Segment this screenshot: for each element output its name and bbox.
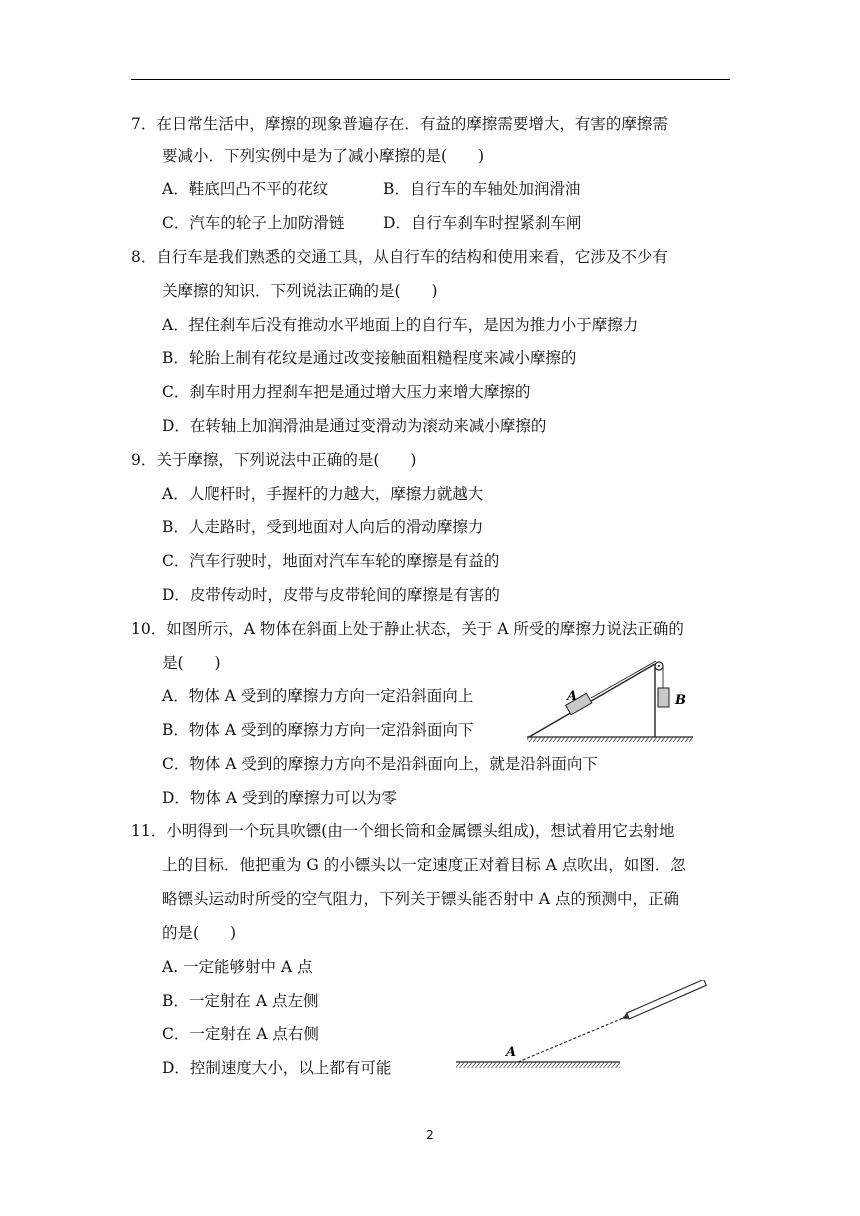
- q7-stem-line1: 7．在日常生活中，摩擦的现象普遍存在．有益的摩擦需要增大，有害的摩擦需: [131, 115, 668, 133]
- q8-stem-line1: 8．自行车是我们熟悉的交通工具，从自行车的结构和使用来看，它涉及不少有: [131, 248, 668, 266]
- q9-option-a: A．人爬杆时，手握杆的力越大，摩擦力就越大: [162, 485, 484, 503]
- q8-option-b: B．轮胎上制有花纹是通过改变接触面粗糙程度来减小摩擦的: [162, 349, 577, 367]
- q10-option-a: A．物体 A 受到的摩擦力方向一定沿斜面向上: [162, 687, 474, 705]
- q11-stem-line3: 略镖头运动时所受的空气阻力，下列关于镖头能否射中 A 点的预测中，正确: [162, 890, 680, 908]
- q10-incline-figure: [525, 652, 700, 746]
- q7-option-c: C．汽车的轮子上加防滑链: [162, 214, 345, 232]
- q9-option-d: D．皮带传动时，皮带与皮带轮间的摩擦是有害的: [162, 586, 500, 604]
- q7-stem-line2: 要减小．下列实例中是为了减小摩擦的是( ): [162, 147, 485, 165]
- q11-stem-line4: 的是( ): [162, 924, 237, 942]
- q7-option-b: B．自行车的车轴处加润滑油: [383, 180, 581, 198]
- q10-stem-line2: 是( ): [162, 654, 221, 672]
- q10-figure-label-a: A: [567, 689, 578, 704]
- q11-option-d: D．控制速度大小，以上都有可能: [162, 1059, 392, 1077]
- q10-stem-line1: 10．如图所示，A 物体在斜面上处于静止状态，关于 A 所受的摩擦力说法正确的: [131, 620, 684, 638]
- q8-stem-line2: 关摩擦的知识．下列说法正确的是( ): [162, 282, 438, 300]
- q8-option-c: C．刹车时用力捏刹车把是通过增大压力来增大摩擦的: [162, 383, 531, 401]
- q11-option-a: A. 一定能够射中 A 点: [162, 958, 313, 976]
- q10-option-c: C．物体 A 受到的摩擦力方向不是沿斜面向上，就是沿斜面向下: [162, 755, 598, 773]
- q7-option-a: A．鞋底凹凸不平的花纹: [162, 180, 329, 198]
- q11-stem-line1: 11．小明得到一个玩具吹镖(由一个细长筒和金属镖头组成)，想试着用它去射地: [131, 822, 675, 840]
- q11-option-b: B．一定射在 A 点左侧: [162, 992, 319, 1010]
- q8-option-d: D．在转轴上加润滑油是通过变滑动为滚动来减小摩擦的: [162, 417, 547, 435]
- q11-option-c: C．一定射在 A 点右侧: [162, 1025, 319, 1043]
- q9-option-b: B．人走路时，受到地面对人向后的滑动摩擦力: [162, 518, 484, 536]
- q11-stem-line2: 上的目标．他把重为 G 的小镖头以一定速度正对着目标 A 点吹出，如图．忽: [162, 856, 686, 874]
- q11-dart-figure: [450, 980, 710, 1072]
- q9-stem-line1: 9．关于摩擦，下列说法中正确的是( ): [131, 451, 417, 469]
- q9-option-c: C．汽车行驶时，地面对汽车车轮的摩擦是有益的: [162, 552, 500, 570]
- q8-option-a: A．捏住刹车后没有推动水平地面上的自行车，是因为推力小于摩擦力: [162, 316, 639, 334]
- q10-option-d: D．物体 A 受到的摩擦力可以为零: [162, 789, 397, 807]
- q10-option-b: B．物体 A 受到的摩擦力方向一定沿斜面向下: [162, 721, 474, 739]
- q11-figure-label-a: A: [506, 1045, 517, 1060]
- page-number: 2: [426, 1128, 434, 1142]
- q7-option-d: D．自行车刹车时捏紧刹车闸: [383, 214, 582, 232]
- q10-figure-label-b: B: [675, 693, 686, 708]
- header-rule: [131, 79, 730, 80]
